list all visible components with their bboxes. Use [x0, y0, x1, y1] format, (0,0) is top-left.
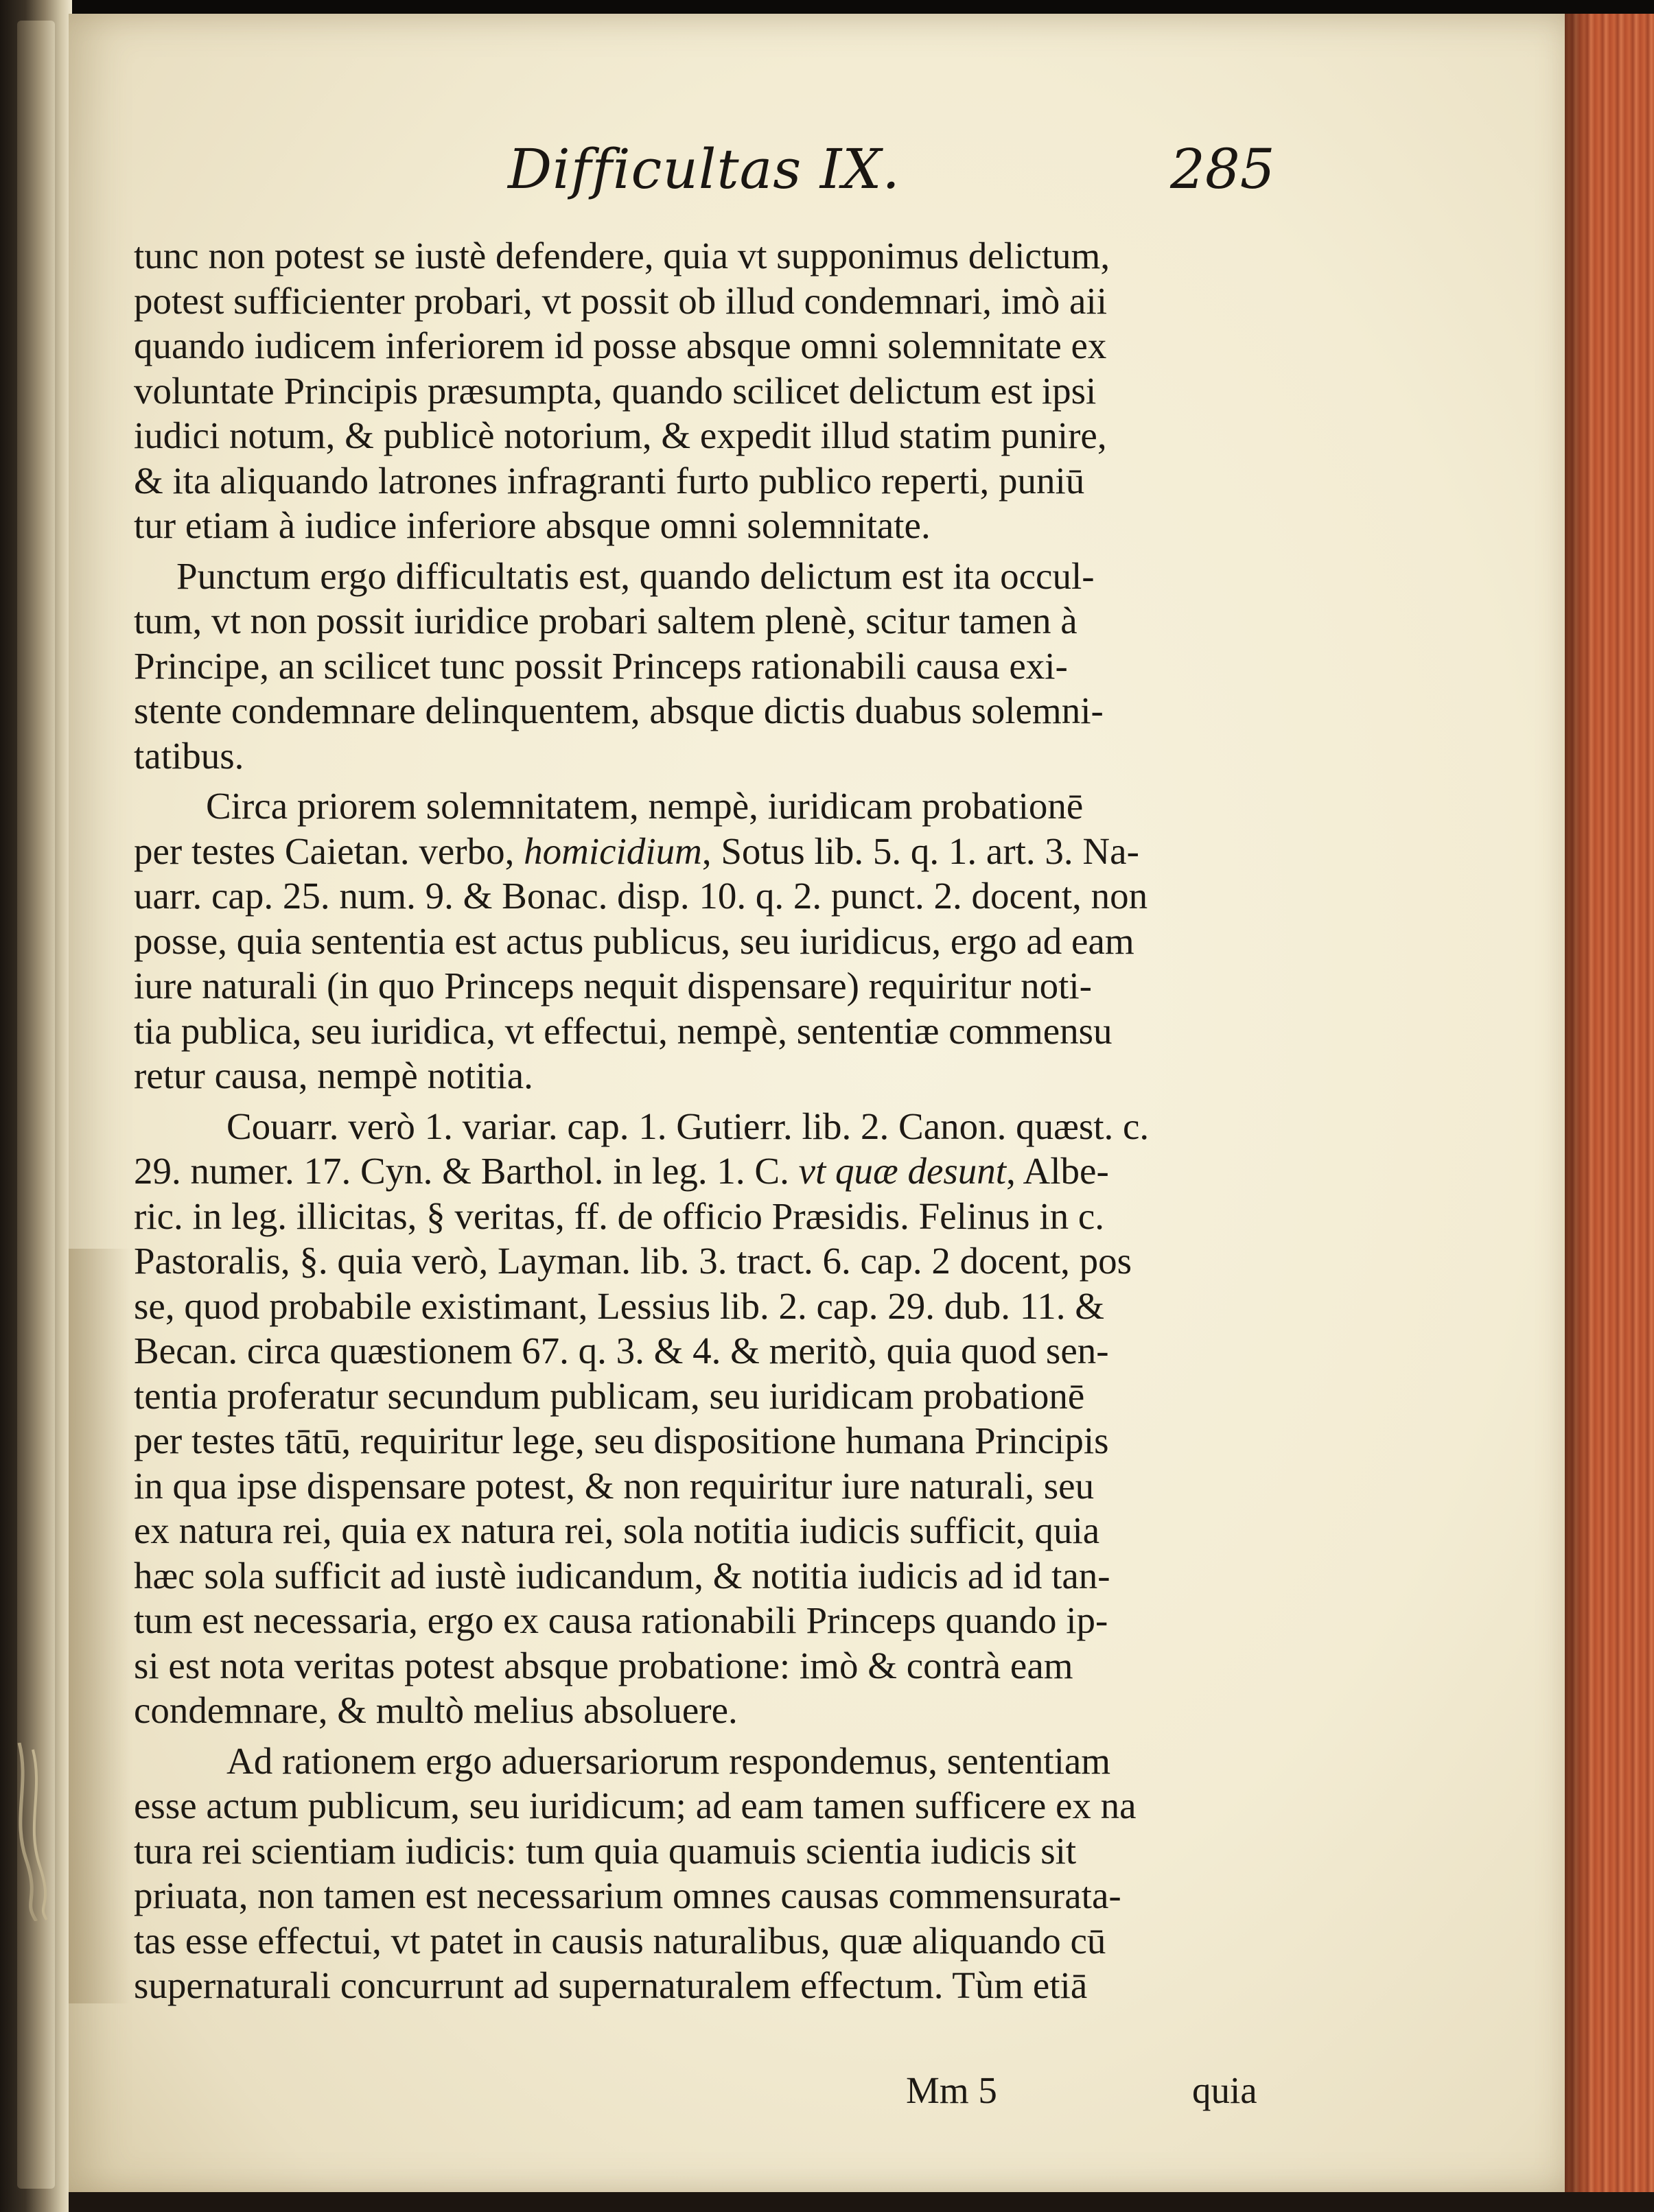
paragraph-gap [134, 1098, 1280, 1104]
text-line: quando iudicem inferiorem id posse absque omni solemnitate ex [134, 325, 1107, 366]
text-line: per testes Caietan. verbo, homicidium, Sotus lib. 5. q. 1. art. 3. Na- [134, 830, 1139, 872]
italic-citation: vt quæ desunt [798, 1150, 1007, 1192]
text-line: in qua ipse dispensare potest, & non requiritur iure naturali, seu [134, 1464, 1095, 1507]
text-line: condemnare, & multò melius absoluere. [134, 1689, 738, 1731]
text-line: per testes tātū, requiritur lege, seu dispositione humana Principis [134, 1420, 1109, 1461]
bottom-edge [69, 2192, 1654, 2212]
text-line: se, quod probabile existimant, Lessius lib. 2. cap. 29. dub. 11. & [134, 1284, 1105, 1327]
text-line: hæc sola sufficit ad iustè iudicandum, & notitia iudicis ad id tan- [134, 1554, 1110, 1597]
text-line: priuata, non tamen est necessarium omnes causas commensurata- [134, 1874, 1121, 1916]
text-line: ex natura rei, quia ex natura rei, sola notitia iudicis sufficit, quia [134, 1509, 1100, 1551]
text-line: supernaturali concurrunt ad supernaturalem effectum. Tùm etiā [134, 1964, 1088, 2006]
text-line: tunc non potest se iustè defendere, quia vt supponimus delictum, [134, 235, 1110, 276]
paragraph-gap [134, 778, 1280, 784]
text-line: 29. numer. 17. Cyn. & Barthol. in leg. 1. C. vt quæ desunt, Albe- [134, 1150, 1109, 1192]
text-line: ric. in leg. illicitas, § veritas, ff. de officio Præsidis. Felinus in c. [134, 1195, 1105, 1237]
body-text [134, 233, 1280, 2008]
paragraph-gap [134, 1733, 1280, 1739]
page-header [137, 137, 1304, 206]
text-line: Circa priorem solemnitatem, nempè, iuridicam probationē [206, 785, 1084, 827]
italic-citation: homicidium [524, 830, 702, 872]
text-line: iure naturali (in quo Princeps nequit dispensare) requiritur noti- [134, 965, 1093, 1007]
text-line: tura rei scientiam iudicis: tum quia quamuis scientia iudicis sit [134, 1829, 1077, 1872]
text-line: stente condemnare delinquentem, absque dictis duabus solemni- [134, 690, 1104, 731]
text-line: tatibus. [134, 734, 244, 777]
text-line: tentia proferatur secundum publicam, seu iuridicam probationē [134, 1374, 1085, 1417]
text-line: si est nota veritas potest absque probatione: imò & contrà eam [134, 1644, 1073, 1686]
text-line: tur etiam à iudice inferiore absque omni solemnitate. [134, 504, 931, 546]
text-line: voluntate Principis præsumpta, quando scilicet delictum est ipsi [134, 369, 1097, 412]
page-stain [69, 1249, 130, 2003]
text-line: tas esse effectui, vt patet in causis naturalibus, quæ aliquando cū [134, 1919, 1106, 1962]
text-line: Pastoralis, §. quia verò, Layman. lib. 3. tract. 6. cap. 2 docent, pos [134, 1240, 1132, 1282]
text-line: & ita aliquando latrones infragranti furto publico reperti, puniū [134, 459, 1085, 502]
text-line: esse actum publicum, seu iuridicum; ad eam tamen sufficere ex na [134, 1785, 1137, 1826]
text-line: tum, vt non possit iuridice probari saltem plenè, scitur tamen à [134, 600, 1078, 642]
page-number: 285 [1170, 137, 1275, 201]
text-line: retur causa, nempè notitia. [134, 1055, 533, 1096]
text-line: iudici notum, & publicè notorium, & expedit illud statim punire, [134, 414, 1107, 456]
text-line: Ad rationem ergo aduersariorum respondemus, sententiam [226, 1739, 1111, 1782]
text-line: posse, quia sententia est actus publicus, seu iuridicus, ergo ad eam [134, 919, 1134, 962]
running-title: Difficultas IX. [508, 137, 900, 201]
paragraph-gap [134, 548, 1280, 554]
text-line: Punctum ergo difficultatis est, quando delictum est ita occul- [176, 554, 1095, 597]
catchword: quia [1192, 2069, 1257, 2111]
text-line: uarr. cap. 25. num. 9. & Bonac. disp. 10. q. 2. punct. 2. docent, non [134, 875, 1148, 917]
text-line: Becan. circa quæstionem 67. q. 3. & 4. & meritò, quia quod sen- [134, 1330, 1109, 1372]
binding-thread-icon [5, 1743, 67, 1921]
footer-line [134, 2069, 1301, 2117]
signature-mark: Mm 5 [906, 2069, 997, 2111]
fore-edge-shadow [1565, 14, 1592, 2202]
text-line: tia publica, seu iuridica, vt effectui, nempè, sententiæ commensu [134, 1009, 1113, 1052]
text-line: Principe, an scilicet tunc possit Princeps rationabili causa exi- [134, 644, 1068, 687]
text-line: Couarr. verò 1. variar. cap. 1. Gutierr. lib. 2. Canon. quæst. c. [226, 1105, 1150, 1147]
text-line: tum est necessaria, ergo ex causa rationabili Princeps quando ip- [134, 1599, 1108, 1641]
text-line: potest sufficienter probari, vt possit ob illud condemnari, imò aii [134, 279, 1108, 322]
